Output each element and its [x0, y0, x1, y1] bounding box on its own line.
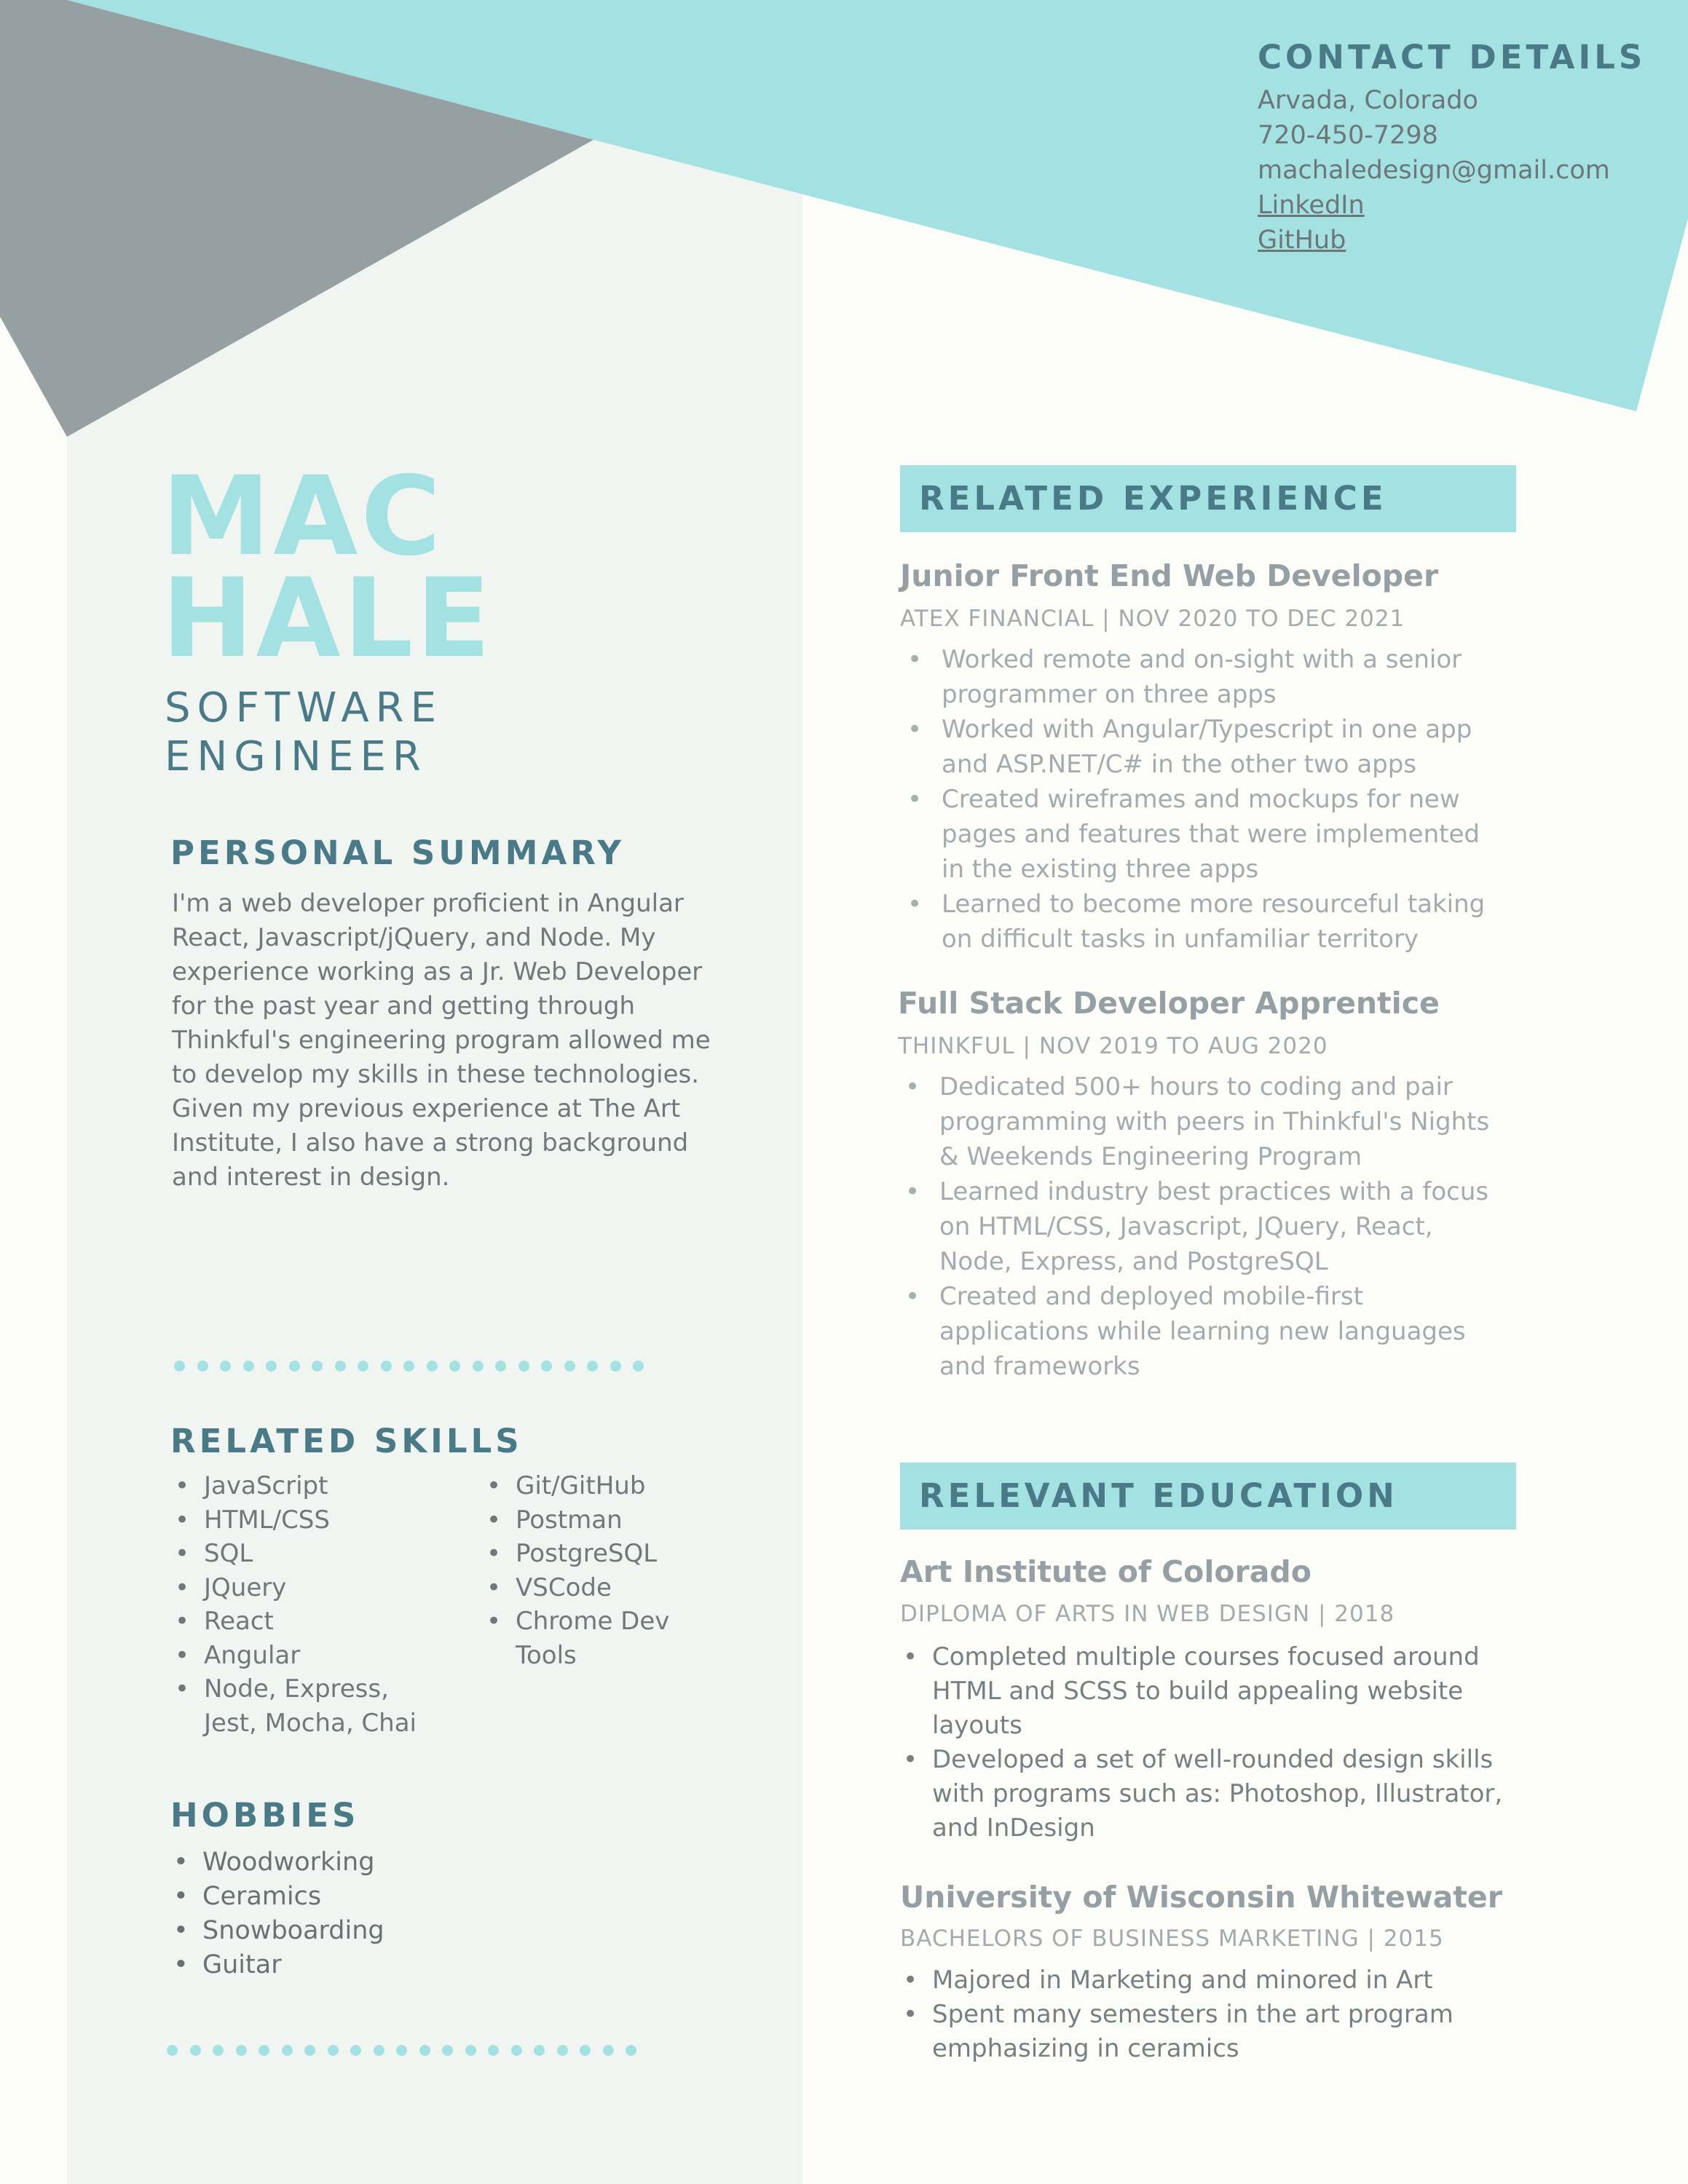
skill-item: • Postman — [484, 1503, 669, 1538]
name-last: HALE — [162, 555, 494, 682]
job-bullet: • Worked with Angular/Typescript in one app and ASP.NET/C# in the other two apps — [900, 712, 1504, 782]
dotted-divider-top — [174, 1361, 656, 1372]
personal-summary-heading: PERSONAL SUMMARY — [170, 834, 625, 872]
school-bullet: • Majored in Marketing and minored in Art — [900, 1963, 1504, 1998]
job-bullet: • Worked remote and on-sight with a senior programmer on three apps — [900, 642, 1504, 712]
hobby-item: • Woodworking — [170, 1845, 384, 1880]
job-bullet: • Created and deployed mobile-first applications while learning new languages and frameworks — [898, 1279, 1502, 1384]
job-bullet: • Learned to become more resourceful taking on difficult tasks in unfamiliar territory — [900, 887, 1504, 957]
job-bullets — [898, 1069, 1502, 1384]
job-title: Full Stack Developer Apprentice — [898, 986, 1440, 1021]
hobbies-heading: HOBBIES — [170, 1796, 360, 1835]
school-bullets — [900, 1963, 1504, 2066]
summary-line: React, Javascript/jQuery, and Node. My — [172, 923, 656, 952]
skill-item: • SQL — [172, 1537, 417, 1571]
contact-email[interactable]: machaledesign@gmail.com — [1258, 156, 1610, 185]
contact-location: Arvada, Colorado — [1258, 86, 1478, 115]
related-skills-heading: RELATED SKILLS — [170, 1422, 523, 1460]
skill-item: • Chrome Dev — [484, 1605, 669, 1639]
job-bullet: • Learned industry best practices with a focus on HTML/CSS, Javascript, JQuery, React, Node, Express, and PostgreSQL — [898, 1174, 1502, 1279]
education-heading: RELEVANT EDUCATION — [919, 1476, 1398, 1515]
skill-item-continued: Tools — [516, 1640, 577, 1670]
job-bullets — [900, 642, 1504, 957]
summary-line: for the past year and getting through — [172, 992, 636, 1021]
role-line-1: SOFTWARE — [165, 684, 443, 732]
job-bullet: • Created wireframes and mockups for new pages and features that were implemented in the existing three apps — [900, 782, 1504, 887]
job-meta: THINKFUL | NOV 2019 TO AUG 2020 — [898, 1033, 1328, 1059]
school-name: University of Wisconsin Whitewater — [900, 1880, 1502, 1915]
hobby-item: • Snowboarding — [170, 1914, 384, 1948]
contact-heading: CONTACT DETAILS — [1258, 38, 1646, 76]
summary-line: Thinkful's engineering program allowed me — [172, 1026, 711, 1055]
github-link[interactable]: GitHub — [1258, 226, 1346, 255]
school-bullet: • Spent many semesters in the art program emphasizing in ceramics — [900, 1998, 1504, 2066]
skill-item: • Angular — [172, 1639, 417, 1673]
linkedin-link[interactable]: LinkedIn — [1258, 191, 1365, 220]
name-first: MAC — [162, 454, 444, 580]
job-bullet: • Dedicated 500+ hours to coding and pair programming with peers in Thinkful's Nights & Weekends Engineering Program — [898, 1069, 1502, 1174]
skill-item: • HTML/CSS — [172, 1503, 417, 1538]
job-title: Junior Front End Web Developer — [900, 558, 1439, 593]
school-bullets — [900, 1640, 1504, 1845]
school-meta: BACHELORS OF BUSINESS MARKETING | 2015 — [900, 1926, 1444, 1952]
skill-item: • VSCode — [484, 1571, 669, 1605]
skill-item: • JQuery — [172, 1571, 417, 1605]
role-line-2: ENGINEER — [165, 733, 427, 780]
skills-list-col2 — [484, 1469, 669, 1672]
summary-line: Given my previous experience at The Art — [172, 1094, 681, 1123]
skills-list-col1 — [172, 1469, 417, 1740]
school-bullet: • Developed a set of well-rounded design skills with programs such as: Photoshop, Illustrator, and InDesign — [900, 1743, 1504, 1845]
experience-heading: RELATED EXPERIENCE — [919, 479, 1387, 518]
school-meta: DIPLOMA OF ARTS IN WEB DESIGN | 2018 — [900, 1601, 1395, 1627]
personal-summary-text — [172, 887, 733, 1195]
summary-line: Institute, I also have a strong background — [172, 1128, 689, 1158]
dotted-divider-bottom — [167, 2045, 649, 2056]
hobbies-list — [170, 1845, 384, 1982]
skill-item: • React — [172, 1605, 417, 1639]
contact-phone: 720-450-7298 — [1258, 121, 1438, 150]
hobby-item: • Guitar — [170, 1948, 384, 1982]
summary-line: experience working as a Jr. Web Developer — [172, 957, 703, 986]
skill-item: • Git/GitHub — [484, 1469, 669, 1503]
summary-line: I'm a web developer proficient in Angular — [172, 889, 684, 918]
skill-item: • JavaScript — [172, 1469, 417, 1503]
school-name: Art Institute of Colorado — [900, 1554, 1312, 1589]
school-bullet: • Completed multiple courses focused around HTML and SCSS to build appealing website layouts — [900, 1640, 1504, 1743]
skill-item-continued: Jest, Mocha, Chai — [204, 1708, 417, 1738]
skill-item: • PostgreSQL — [484, 1537, 669, 1571]
skill-item: • Node, Express, — [172, 1672, 417, 1706]
summary-line: to develop my skills in these technologies. — [172, 1060, 700, 1089]
job-meta: ATEX FINANCIAL | NOV 2020 TO DEC 2021 — [900, 606, 1405, 632]
hobby-item: • Ceramics — [170, 1880, 384, 1914]
summary-line: and interest in design. — [172, 1163, 450, 1192]
